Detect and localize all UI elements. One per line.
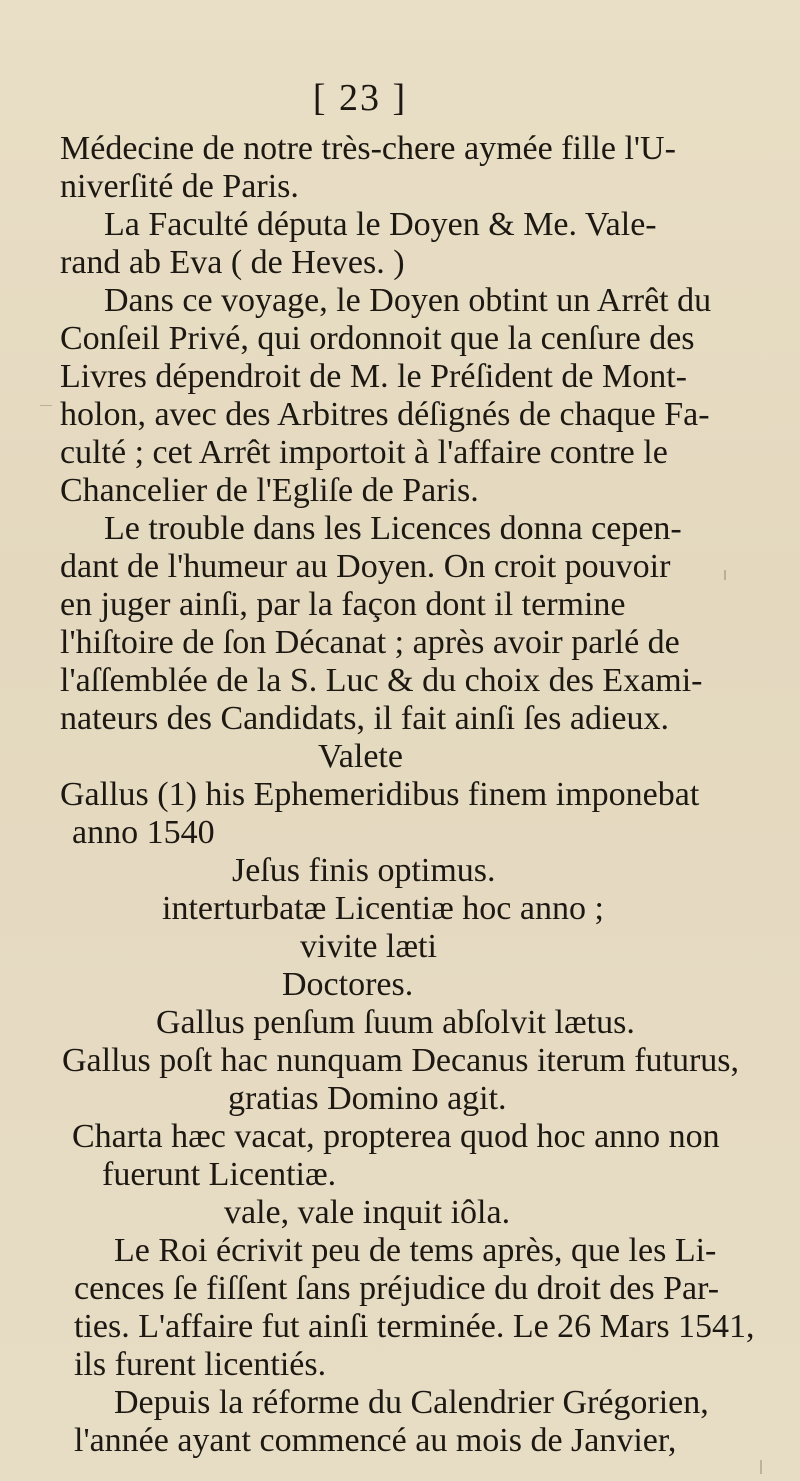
text-line-18: Gallus (1) his Ephemeridibus finem imponebat: [60, 776, 700, 813]
paper-speck: [724, 570, 726, 580]
text-line-21: interturbatæ Licentiæ hoc anno ;: [162, 890, 604, 927]
text-line-17: Valete: [318, 738, 403, 775]
text-line-33: ils furent licentiés.: [74, 1346, 327, 1383]
text-line-29: vale, vale inquit iôla.: [224, 1194, 511, 1231]
text-line-9: culté ; cet Arrêt importoit à l'affaire contre le: [60, 434, 668, 471]
text-line-13: en juger ainſi, par la façon dont il termine: [60, 586, 626, 623]
text-line-31: cences ſe fiſſent ſans préjudice du droit des Par-: [74, 1270, 720, 1307]
text-line-30: Le Roi écrivit peu de tems après, que les Li-: [114, 1232, 717, 1269]
text-line-6: Conſeil Privé, qui ordonnoit que la cenſure des: [60, 320, 695, 357]
text-line-22: vivite læti: [300, 928, 437, 965]
text-line-12: dant de l'humeur au Doyen. On croit pouvoir: [60, 548, 671, 585]
text-line-14: l'hiſtoire de ſon Décanat ; après avoir parlé de: [60, 624, 680, 661]
text-line-11: Le trouble dans les Licences donna cepen-: [104, 510, 682, 547]
text-line-1: Médecine de notre très-chere aymée fille l'U-: [60, 130, 676, 167]
text-line-15: l'aſſemblée de la S. Luc & du choix des Exami-: [60, 662, 703, 699]
text-line-20: Jeſus finis optimus.: [232, 852, 496, 889]
page-number: [ 23 ]: [312, 77, 408, 119]
text-line-19: anno 1540: [72, 814, 215, 851]
text-line-27: Charta hæc vacat, propterea quod hoc anno non: [72, 1118, 720, 1155]
text-line-35: l'année ayant commencé au mois de Janvier,: [74, 1422, 677, 1459]
text-line-5: Dans ce voyage, le Doyen obtint un Arrêt du: [104, 282, 712, 319]
text-line-26: gratias Domino agit.: [228, 1080, 507, 1117]
text-line-32: ties. L'affaire fut ainſi terminée. Le 26 Mars 1541,: [74, 1308, 755, 1345]
text-line-7: Livres dépendroit de M. le Préſident de Mont-: [60, 358, 687, 395]
text-line-23: Doctores.: [282, 966, 414, 1003]
text-line-3: La Faculté députa le Doyen & Me. Vale-: [104, 206, 657, 243]
text-line-2: niverſité de Paris.: [60, 168, 299, 205]
text-line-28: fuerunt Licentiæ.: [102, 1156, 337, 1193]
text-line-24: Gallus penſum ſuum abſolvit lætus.: [156, 1004, 635, 1041]
text-line-25: Gallus poſt hac nunquam Decanus iterum futurus,: [62, 1042, 740, 1079]
text-line-4: rand ab Eva ( de Heves. ): [60, 244, 405, 281]
paper-speck: [760, 1460, 762, 1474]
paper-speck: [40, 405, 52, 406]
text-line-34: Depuis la réforme du Calendrier Grégorien,: [114, 1384, 709, 1421]
text-line-8: holon, avec des Arbitres déſignés de chaque Fa-: [60, 396, 710, 433]
text-line-10: Chancelier de l'Egliſe de Paris.: [60, 472, 479, 509]
text-line-16: nateurs des Candidats, il fait ainſi ſes adieux.: [60, 700, 670, 737]
